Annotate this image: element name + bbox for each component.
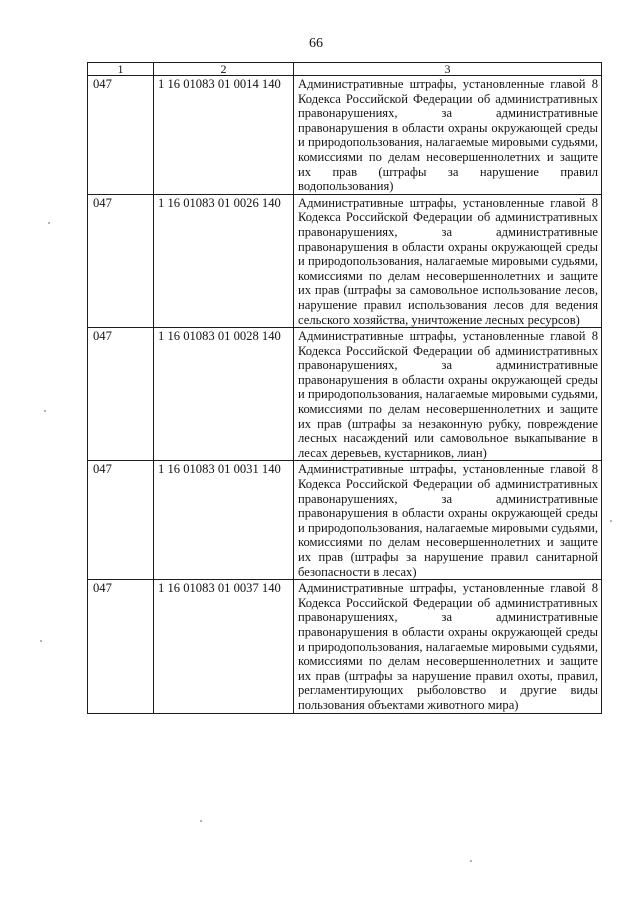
column-header-1: 1 — [88, 63, 154, 76]
column-header-3: 3 — [294, 63, 602, 76]
scan-speck — [48, 222, 50, 224]
scan-speck — [610, 520, 612, 522]
page-number: 66 — [309, 36, 323, 51]
table-row — [88, 194, 602, 327]
revenue-name-cell: Административные штрафы, установленные главой 8 Кодекса Российской Федерации об административных правонарушениях, за административные правонарушения в области охраны окружающей среды и природопользования, налагаемые мировыми судьями, комиссиями по делам несовершеннолетних и защите их прав (штрафы за нарушение правил водопользования) — [294, 76, 602, 195]
scan-speck — [44, 410, 46, 412]
table-header-row — [88, 63, 602, 76]
budget-code-cell: 1 16 01083 01 0037 140 — [154, 580, 294, 713]
budget-code-cell: 1 16 01083 01 0031 140 — [154, 461, 294, 580]
table-row — [88, 461, 602, 580]
table-row — [88, 580, 602, 713]
scan-speck — [40, 640, 42, 642]
admin-code-cell: 047 — [88, 328, 154, 461]
table-row — [88, 328, 602, 461]
revenue-name-cell: Административные штрафы, установленные главой 8 Кодекса Российской Федерации об административных правонарушениях, за административные правонарушения в области охраны окружающей среды и природопользования, налагаемые мировыми судьями, комиссиями по делам несовершеннолетних и защите их прав (штрафы за нарушение правил санитарной безопасности в лесах) — [294, 461, 602, 580]
budget-codes-table — [87, 62, 602, 714]
admin-code-cell: 047 — [88, 194, 154, 327]
budget-code-cell: 1 16 01083 01 0028 140 — [154, 328, 294, 461]
revenue-name-cell: Административные штрафы, установленные главой 8 Кодекса Российской Федерации об административных правонарушениях, за административные правонарушения в области охраны окружающей среды и природопользования, налагаемые мировыми судьями, комиссиями по делам несовершеннолетних и защите их прав (штрафы за нарушение правил охоты, правил, регламентирующих рыболовство и другие виды пользования объектами животного мира) — [294, 580, 602, 713]
table-row — [88, 76, 602, 195]
budget-code-cell: 1 16 01083 01 0026 140 — [154, 194, 294, 327]
scan-speck — [200, 820, 202, 822]
revenue-name-cell: Административные штрафы, установленные главой 8 Кодекса Российской Федерации об административных правонарушениях, за административные правонарушения в области охраны окружающей среды и природопользования, налагаемые мировыми судьями, комиссиями по делам несовершеннолетних и защите их прав (штрафы за самовольное использование лесов, нарушение правил использования лесов для ведения сельского хозяйства, уничтожение лесных ресурсов) — [294, 194, 602, 327]
admin-code-cell: 047 — [88, 76, 154, 195]
admin-code-cell: 047 — [88, 461, 154, 580]
scan-speck — [470, 860, 472, 862]
admin-code-cell: 047 — [88, 580, 154, 713]
column-header-2: 2 — [154, 63, 294, 76]
budget-code-cell: 1 16 01083 01 0014 140 — [154, 76, 294, 195]
revenue-name-cell: Административные штрафы, установленные главой 8 Кодекса Российской Федерации об административных правонарушениях, за административные правонарушения в области охраны окружающей среды и природопользования, налагаемые мировыми судьями, комиссиями по делам несовершеннолетних и защите их прав (штрафы за незаконную рубку, повреждение лесных насаждений или самовольное выкапывание в лесах деревьев, кустарников, лиан) — [294, 328, 602, 461]
